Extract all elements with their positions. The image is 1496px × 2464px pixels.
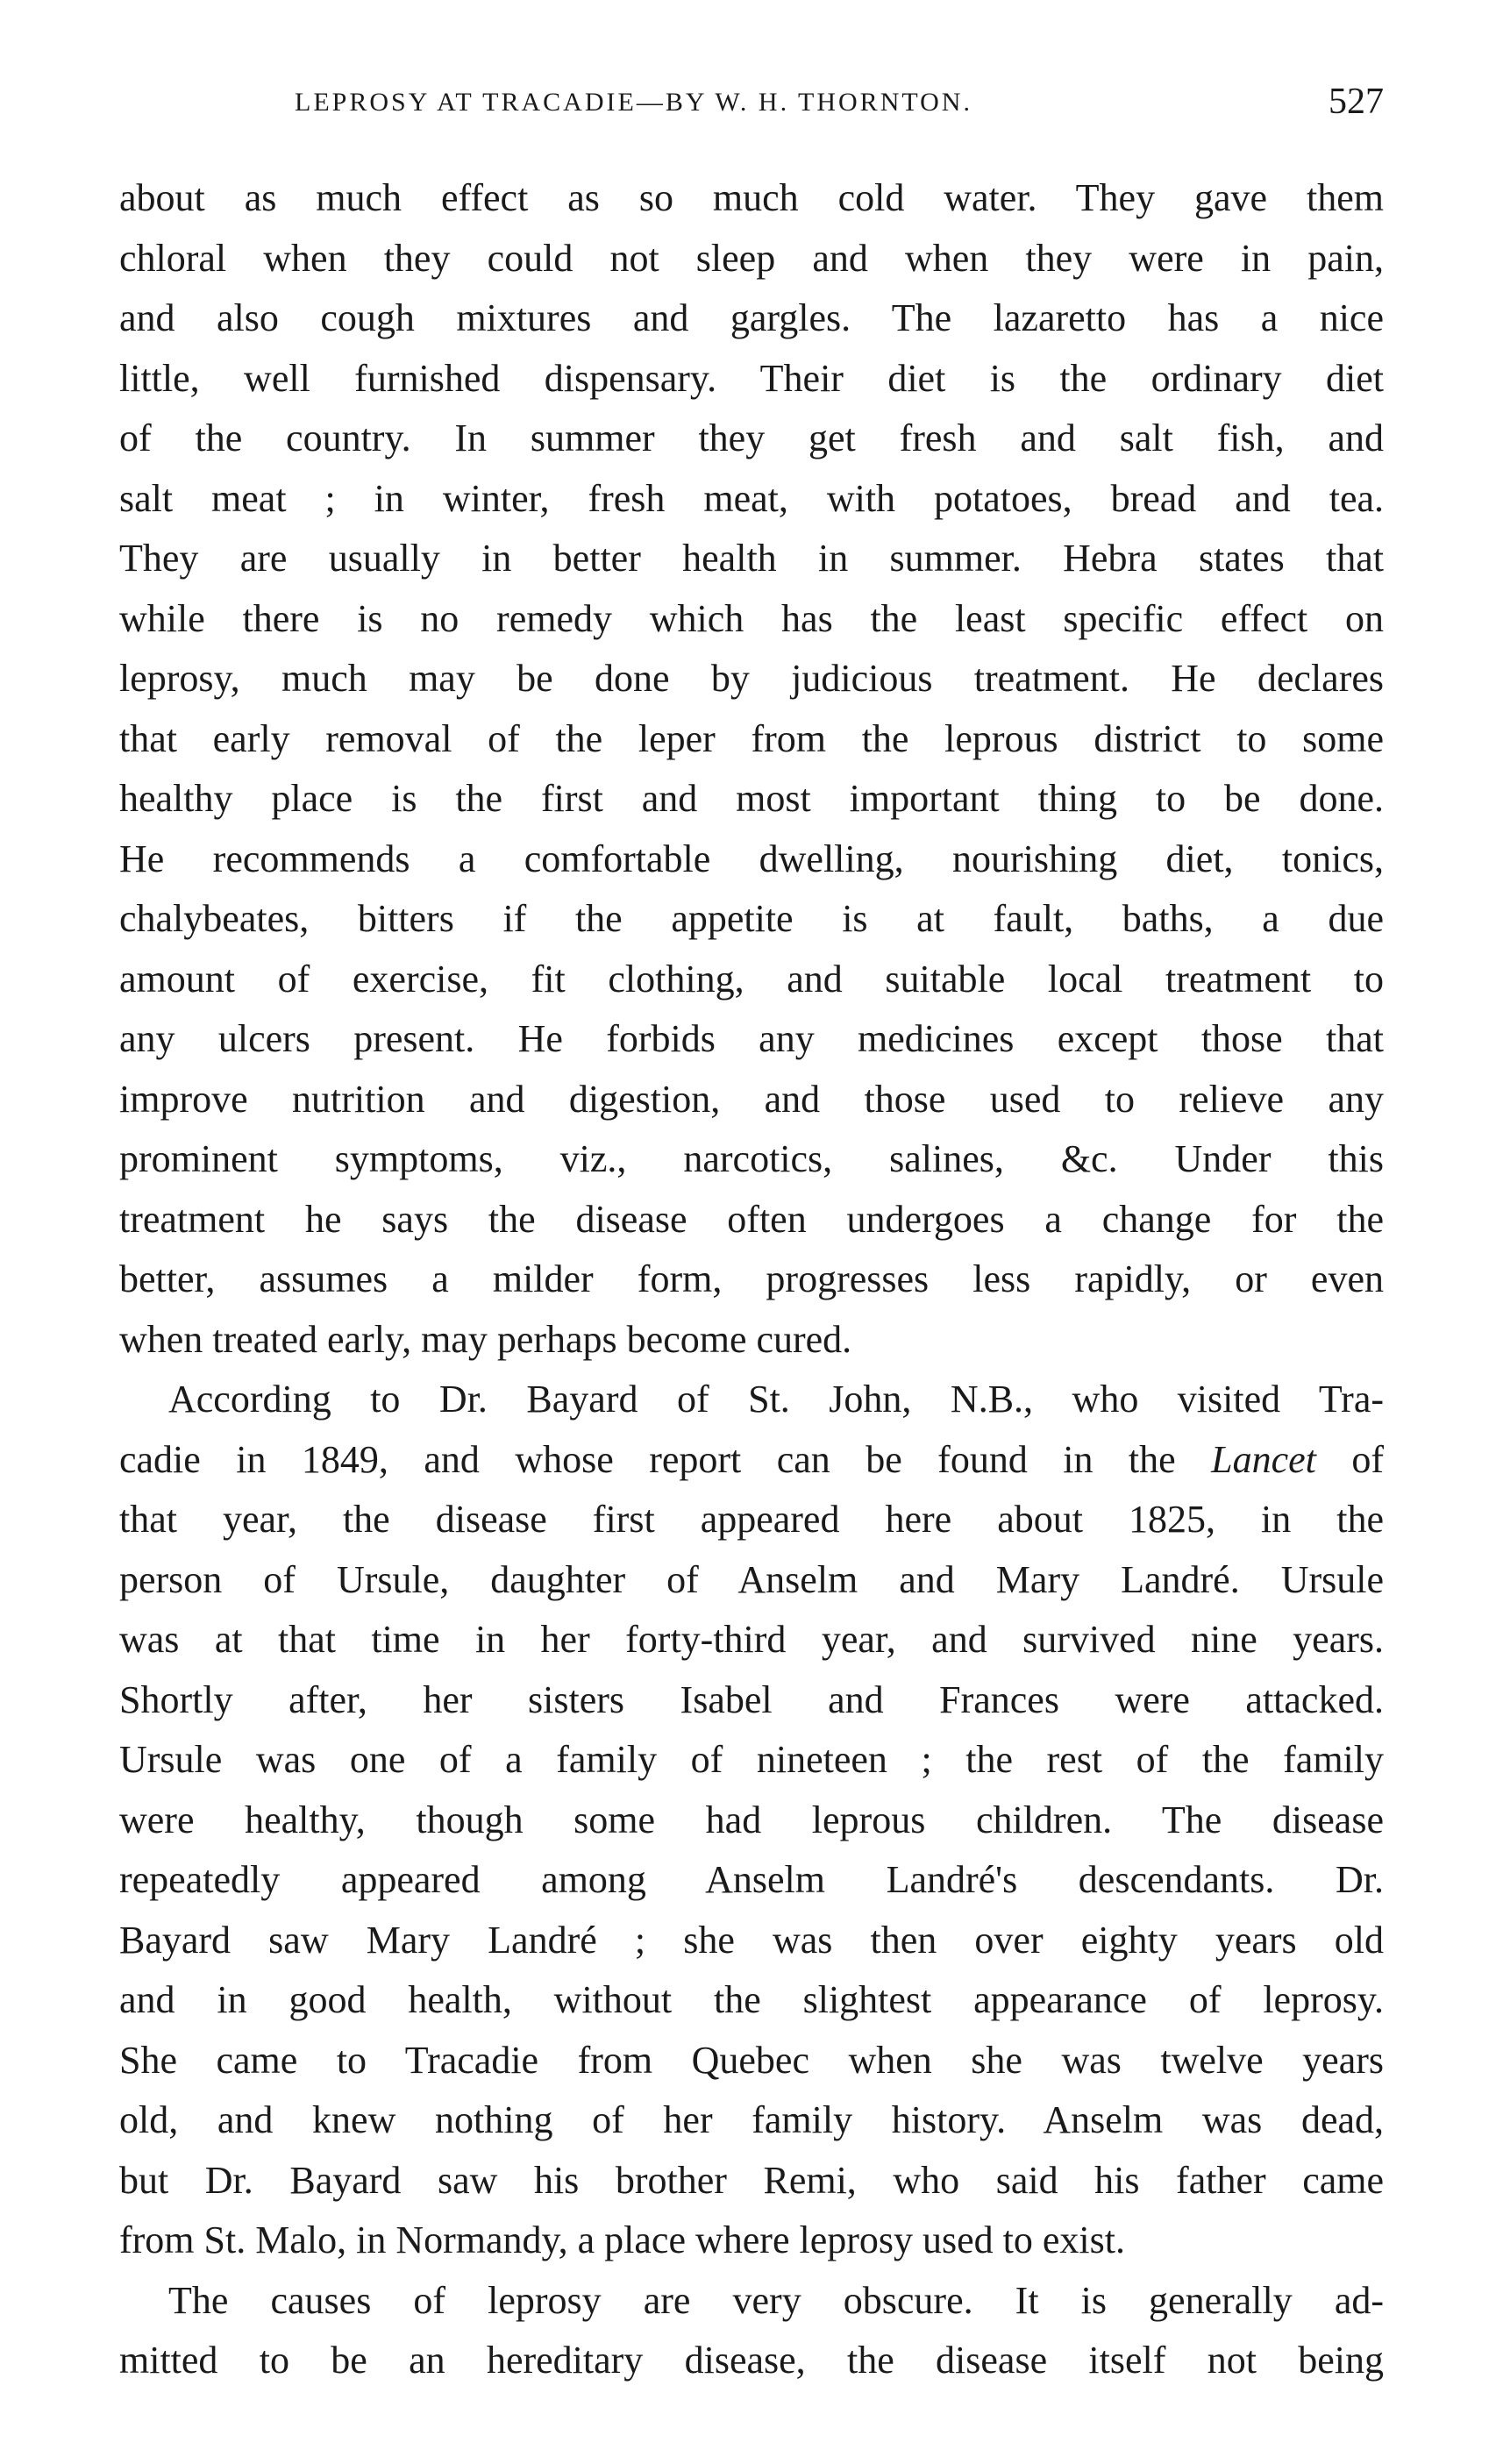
- page-number: 527: [1329, 82, 1384, 122]
- text-line: old, and knew nothing of her family history. Anselm was dead,: [119, 2098, 1384, 2141]
- text-line: They are usually in better health in summer. Hebra states that: [119, 537, 1384, 580]
- text-segment: cadie in 1849, and whose report can be found in the: [119, 1437, 1176, 1481]
- text-line: According to Dr. Bayard of St. John, N.B., who visited Tra-: [168, 1378, 1384, 1421]
- body-text: [119, 168, 1384, 2391]
- text-line: of the country. In summer they get fresh and salt fish, and: [119, 417, 1384, 459]
- text-line: was at that time in her forty-third year, and survived nine years.: [119, 1618, 1384, 1661]
- text-segment: of: [1351, 1437, 1384, 1481]
- text-line: while there is no remedy which has the least specific effect on: [119, 596, 1384, 640]
- paragraph-2: [119, 1370, 1384, 2271]
- text-line: He recommends a comfortable dwelling, nourishing diet, tonics,: [119, 837, 1384, 880]
- text-line-with-citation: [119, 1430, 1384, 1491]
- text-line: prominent symptoms, viz., narcotics, salines, &c. Under this: [119, 1137, 1384, 1180]
- text-line: treatment he says the disease often undergoes a change for the: [119, 1197, 1384, 1241]
- text-line: chalybeates, bitters if the appetite is at fault, baths, a due: [119, 897, 1384, 940]
- text-line: She came to Tracadie from Quebec when she was twelve years: [119, 2038, 1384, 2082]
- text-line: mitted to be an hereditary disease, the disease itself not being: [119, 2339, 1384, 2382]
- text-line: improve nutrition and digestion, and those used to relieve any: [119, 1077, 1384, 1121]
- text-line: The causes of leprosy are very obscure. It is generally ad-: [168, 2278, 1384, 2322]
- text-line: person of Ursule, daughter of Anselm and Mary Landré. Ursule: [119, 1557, 1384, 1601]
- page-header: [121, 81, 1384, 142]
- text-line: little, well furnished dispensary. Their diet is the ordinary diet: [119, 356, 1384, 400]
- text-line: salt meat ; in winter, fresh meat, with potatoes, bread and tea.: [119, 476, 1384, 520]
- paragraph-1: [119, 168, 1384, 1370]
- text-line: and in good health, without the slightest appearance of leprosy.: [119, 1978, 1384, 2021]
- text-line: healthy place is the first and most important thing to be done.: [119, 777, 1384, 820]
- text-line: about as much effect as so much cold water. They gave them: [119, 176, 1384, 219]
- journal-title: Lancet: [1211, 1437, 1316, 1481]
- text-line: Ursule was one of a family of nineteen ; the rest of the family: [119, 1738, 1384, 1781]
- text-line: were healthy, though some had leprous children. The disease: [119, 1798, 1384, 1841]
- text-line: leprosy, much may be done by judicious treatment. He declares: [119, 657, 1384, 700]
- text-line: any ulcers present. He forbids any medicines except those that: [119, 1017, 1384, 1060]
- text-line: Bayard saw Mary Landré ; she was then over eighty years old: [119, 1918, 1384, 1962]
- running-head: LEPROSY AT TRACADIE—BY W. H. THORNTON.: [295, 88, 972, 117]
- text-line: but Dr. Bayard saw his brother Remi, who said his father came: [119, 2158, 1384, 2202]
- text-line: amount of exercise, fit clothing, and suitable local treatment to: [119, 957, 1384, 1001]
- text-line: from St. Malo, in Normandy, a place where leprosy used to exist.: [119, 2218, 1125, 2261]
- text-line: Shortly after, her sisters Isabel and Frances were attacked.: [119, 1677, 1384, 1721]
- text-line: better, assumes a milder form, progresses less rapidly, or even: [119, 1257, 1384, 1300]
- text-line: repeatedly appeared among Anselm Landré's descendants. Dr.: [119, 1858, 1384, 1901]
- text-line: that year, the disease first appeared here about 1825, in the: [119, 1498, 1384, 1541]
- text-line: and also cough mixtures and gargles. The lazaretto has a nice: [119, 296, 1384, 339]
- text-line: chloral when they could not sleep and when they were in pain,: [119, 236, 1384, 280]
- text-line: that early removal of the leper from the leprous district to some: [119, 716, 1384, 760]
- text-line: when treated early, may perhaps become cured.: [119, 1317, 852, 1361]
- paragraph-3: [119, 2271, 1384, 2391]
